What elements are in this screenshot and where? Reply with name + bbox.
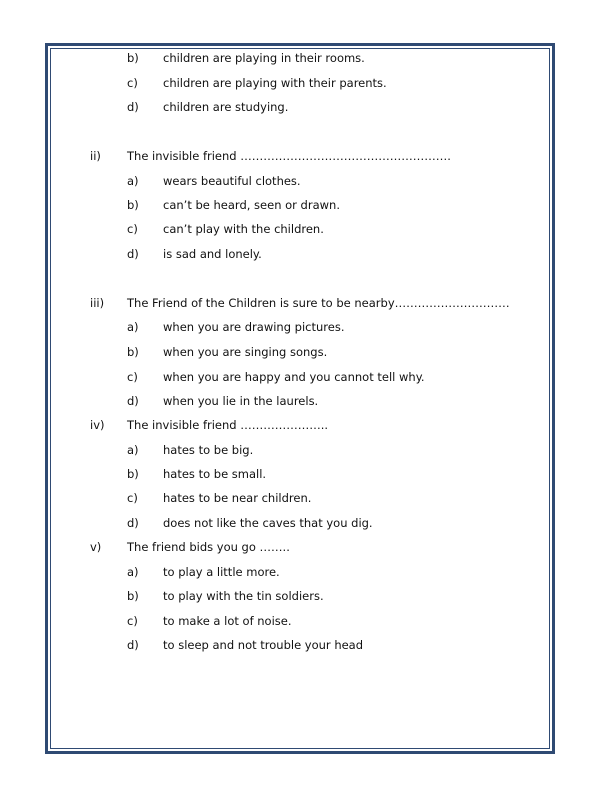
option-letter: a) xyxy=(127,320,139,334)
question-stem: The invisible friend ………………….. xyxy=(127,418,329,432)
option-letter: b) xyxy=(127,51,139,65)
question-stem: The invisible friend ………………………………………………. xyxy=(127,149,451,163)
question-stem: The Friend of the Children is sure to be nearby………………………… xyxy=(127,296,510,310)
option-text: can’t be heard, seen or drawn. xyxy=(163,198,340,212)
option-text: to make a lot of noise. xyxy=(163,614,292,628)
question-stem: The friend bids you go …….. xyxy=(127,540,290,554)
option-letter: b) xyxy=(127,467,139,481)
option-letter: d) xyxy=(127,247,139,261)
option-text: children are playing with their parents. xyxy=(163,76,387,90)
option-letter: b) xyxy=(127,589,139,603)
option-letter: a) xyxy=(127,443,139,457)
option-text: children are playing in their rooms. xyxy=(163,51,365,65)
question-number: iii) xyxy=(90,296,105,310)
option-text: does not like the caves that you dig. xyxy=(163,516,373,530)
option-text: when you are singing songs. xyxy=(163,345,328,359)
option-letter: d) xyxy=(127,638,139,652)
option-letter: c) xyxy=(127,614,138,628)
option-letter: c) xyxy=(127,222,138,236)
option-letter: c) xyxy=(127,370,138,384)
option-letter: d) xyxy=(127,100,139,114)
option-letter: d) xyxy=(127,516,139,530)
option-text: hates to be big. xyxy=(163,443,254,457)
option-text: hates to be small. xyxy=(163,467,267,481)
option-letter: c) xyxy=(127,491,138,505)
option-text: children are studying. xyxy=(163,100,289,114)
option-letter: b) xyxy=(127,345,139,359)
option-text: to sleep and not trouble your head xyxy=(163,638,364,652)
option-text: hates to be near children. xyxy=(163,491,312,505)
option-text: can’t play with the children. xyxy=(163,222,324,236)
option-letter: a) xyxy=(127,565,139,579)
option-text: when you lie in the laurels. xyxy=(163,394,319,408)
option-letter: b) xyxy=(127,198,139,212)
question-number: ii) xyxy=(90,149,101,163)
option-letter: a) xyxy=(127,174,139,188)
option-text: wears beautiful clothes. xyxy=(163,174,301,188)
option-text: to play with the tin soldiers. xyxy=(163,589,324,603)
option-text: is sad and lonely. xyxy=(163,247,262,261)
question-number: v) xyxy=(90,540,102,554)
option-letter: d) xyxy=(127,394,139,408)
option-text: when you are drawing pictures. xyxy=(163,320,345,334)
question-number: iv) xyxy=(90,418,105,432)
option-text: to play a little more. xyxy=(163,565,280,579)
option-letter: c) xyxy=(127,76,138,90)
option-text: when you are happy and you cannot tell why. xyxy=(163,370,425,384)
